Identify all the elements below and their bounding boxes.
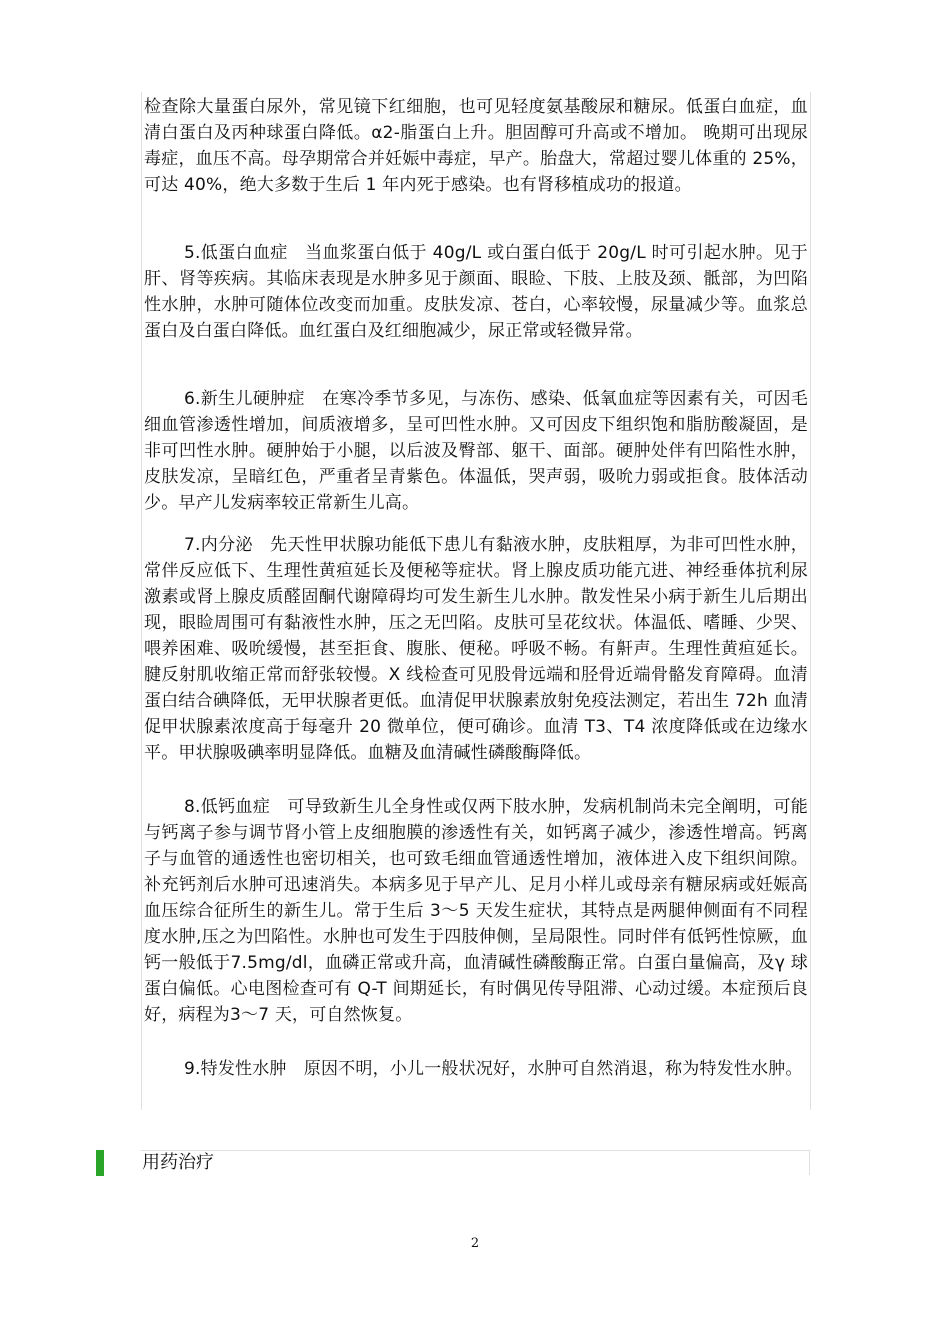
- page-number: 2: [470, 1236, 480, 1251]
- section-header-frame: [141, 1150, 810, 1175]
- paragraph-intro: 检查除大量蛋白尿外，常见镜下红细胞，也可见轻度氨基酸尿和糖尿。低蛋白血症，血清白蛋白及丙种球蛋白降低。α2-脂蛋白上升。胆固醇可升高或不增加。 晚期可出现尿毒症，血压不高。母孕期常合并妊娠中毒症，早产。胎盘大，常超过婴儿体重的 25%，可达 40%，绝大多数于生后 1 年内死于感染。也有肾移植成功的报道。: [144, 97, 808, 195]
- paragraph-hypoproteinemia: 5.低蛋白血症 当血浆蛋白低于 40g/L 或白蛋白低于 20g/L 时可引起水肿。见于肝、肾等疾病。其临床表现是水肿多见于颜面、眼睑、下肢、上肢及颈、骶部，为凹陷性水肿，水肿可随体位改变而加重。皮肤发凉、苍白，心率较慢，尿量减少等。血浆总蛋白及白蛋白降低。血红蛋白及红细胞减少，尿正常或轻微异常。: [144, 243, 808, 341]
- paragraph-idiopathic-edema: 9.特发性水肿 原因不明，小儿一般状况好，水肿可自然消退，称为特发性水肿。: [184, 1059, 803, 1079]
- paragraph-sclerema: 6.新生儿硬肿症 在寒冷季节多见，与冻伤、感染、低氧血症等因素有关，可因毛细血管渗透性增加，间质液增多，呈可凹性水肿。又可因皮下组织饱和脂肪酸凝固，是非可凹性水肿。硬肿始于小腿，以后波及臀部、躯干、面部。硬肿处伴有凹陷性水肿，皮肤发凉，呈暗红色，严重者呈青紫色。体温低，哭声弱，吸吮力弱或拒食。肢体活动少。早产儿发病率较正常新生儿高。: [144, 389, 808, 513]
- section-accent-bar: [96, 1150, 104, 1176]
- section-title: 用药治疗: [142, 1152, 214, 1173]
- paragraph-hypocalcemia: 8.低钙血症 可导致新生儿全身性或仅两下肢水肿，发病机制尚未完全阐明，可能与钙离子参与调节肾小管上皮细胞膜的渗透性有关，如钙离子减少，渗透性增高。钙离子与血管的通透性也密切相关，也可致毛细血管通透性增加，液体进入皮下组织间隙。补充钙剂后水肿可迅速消失。本病多见于早产儿、足月小样儿或母亲有糖尿病或妊娠高血压综合征所生的新生儿。常于生后 3～5 天发生症状，其特点是两腿伸侧面有不同程度水肿,压之为凹陷性。水肿也可发生于四肢伸侧，呈局限性。同时伴有低钙性惊厥，血钙一般低于7.5mg/dl，血磷正常或升高，血清碱性磷酸酶正常。白蛋白量偏高，及γ 球蛋白偏低。心电图检查可有 Q-T 间期延长，有时偶见传导阻滞、心动过缓。本症预后良好，病程为3～7 天，可自然恢复。: [144, 797, 808, 1025]
- paragraph-endocrine: 7.内分泌 先天性甲状腺功能低下患儿有黏液水肿，皮肤粗厚，为非可凹性水肿，常伴反应低下、生理性黄疸延长及便秘等症状。肾上腺皮质功能亢进、神经垂体抗利尿激素或肾上腺皮质醛固酮代谢障碍均可发生新生儿水肿。散发性呆小病于新生儿后期出现，眼睑周围可有黏液性水肿，压之无凹陷。皮肤可呈花纹状。体温低、嗜睡、少哭、喂养困难、吸吮缓慢，甚至拒食、腹胀、便秘。呼吸不畅。有鼾声。生理性黄疸延长。腱反射肌收缩正常而舒张较慢。X 线检查可见股骨远端和胫骨近端骨骼发育障碍。血清蛋白结合碘降低，无甲状腺者更低。血清促甲状腺素放射免疫法测定，若出生 72h 血清促甲状腺素浓度高于每毫升 20 微单位，便可确诊。血清 T3、T4 浓度降低或在边缘水平。甲状腺吸碘率明显降低。血糖及血清碱性磷酸酶降低。: [144, 535, 808, 763]
